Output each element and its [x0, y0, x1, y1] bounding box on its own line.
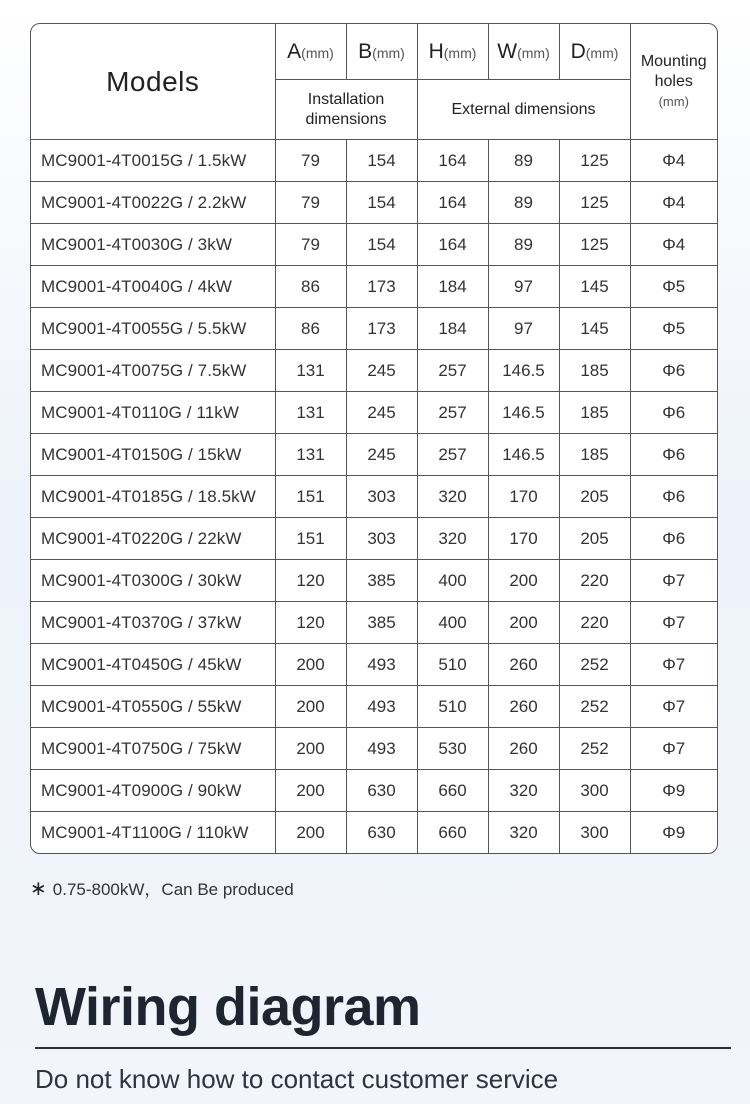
cell-a: 79	[275, 182, 346, 224]
cell-a: 131	[275, 392, 346, 434]
cell-a: 120	[275, 602, 346, 644]
col-d-header	[559, 24, 630, 80]
table-row	[31, 728, 717, 770]
col-a-header	[275, 24, 346, 80]
external-dimensions-header: External dimensions	[417, 80, 630, 140]
cell-w: 146.5	[488, 350, 559, 392]
models-header: Models	[31, 24, 275, 140]
cell-w: 260	[488, 686, 559, 728]
cell-w: 200	[488, 602, 559, 644]
cell-m: Φ9	[630, 770, 717, 812]
cell-model: MC9001-4T0185G / 18.5kW	[31, 476, 275, 518]
table-body	[31, 140, 717, 854]
cell-model: MC9001-4T0015G / 1.5kW	[31, 140, 275, 182]
cell-m: Φ7	[630, 728, 717, 770]
cell-d: 185	[559, 350, 630, 392]
cell-h: 164	[417, 182, 488, 224]
cell-model: MC9001-4T0110G / 11kW	[31, 392, 275, 434]
cell-a: 200	[275, 728, 346, 770]
cell-model: MC9001-4T0450G / 45kW	[31, 644, 275, 686]
cell-m: Φ9	[630, 812, 717, 854]
cell-h: 660	[417, 770, 488, 812]
cell-h: 400	[417, 602, 488, 644]
col-w-letter: W	[497, 39, 518, 63]
cell-b: 493	[346, 728, 417, 770]
asterisk-icon: ∗	[30, 878, 47, 900]
cell-a: 86	[275, 308, 346, 350]
cell-d: 125	[559, 224, 630, 266]
cell-b: 154	[346, 182, 417, 224]
section-divider	[35, 1047, 731, 1049]
table-row	[31, 140, 717, 182]
footnote	[30, 875, 294, 901]
cell-b: 303	[346, 476, 417, 518]
cell-model: MC9001-4T0150G / 15kW	[31, 434, 275, 476]
cell-b: 245	[346, 350, 417, 392]
cell-b: 173	[346, 266, 417, 308]
cell-a: 86	[275, 266, 346, 308]
col-a-letter: A	[287, 39, 302, 63]
cell-b: 630	[346, 812, 417, 854]
cell-m: Φ6	[630, 350, 717, 392]
cell-b: 385	[346, 560, 417, 602]
col-b-header	[346, 24, 417, 80]
col-d-letter: D	[570, 39, 586, 63]
cell-model: MC9001-4T0370G / 37kW	[31, 602, 275, 644]
table-row	[31, 770, 717, 812]
cell-w: 200	[488, 560, 559, 602]
cell-m: Φ5	[630, 308, 717, 350]
cell-h: 510	[417, 686, 488, 728]
cell-h: 660	[417, 812, 488, 854]
cell-m: Φ5	[630, 266, 717, 308]
cell-b: 154	[346, 140, 417, 182]
cell-m: Φ4	[630, 224, 717, 266]
table-row	[31, 308, 717, 350]
cell-b: 303	[346, 518, 417, 560]
cell-b: 493	[346, 644, 417, 686]
cell-h: 164	[417, 140, 488, 182]
cell-w: 260	[488, 728, 559, 770]
cell-a: 120	[275, 560, 346, 602]
cell-m: Φ4	[630, 140, 717, 182]
cell-a: 79	[275, 224, 346, 266]
mounting-holes-unit: (mm)	[658, 93, 689, 109]
cell-w: 146.5	[488, 392, 559, 434]
cell-w: 170	[488, 518, 559, 560]
cell-a: 151	[275, 518, 346, 560]
cell-model: MC9001-4T0075G / 7.5kW	[31, 350, 275, 392]
header-row-1	[31, 24, 717, 80]
cell-d: 300	[559, 812, 630, 854]
cell-d: 145	[559, 266, 630, 308]
installation-dimensions-header: Installation dimensions	[275, 80, 417, 140]
section-title: Wiring diagram	[35, 977, 421, 1037]
cell-a: 131	[275, 434, 346, 476]
col-b-letter: B	[358, 39, 373, 63]
table-row	[31, 644, 717, 686]
cell-a: 151	[275, 476, 346, 518]
cell-w: 89	[488, 140, 559, 182]
table-row	[31, 812, 717, 854]
cell-m: Φ6	[630, 476, 717, 518]
cell-w: 97	[488, 308, 559, 350]
cell-m: Φ6	[630, 518, 717, 560]
cell-d: 125	[559, 140, 630, 182]
cell-a: 200	[275, 686, 346, 728]
cell-b: 154	[346, 224, 417, 266]
cell-model: MC9001-4T0550G / 55kW	[31, 686, 275, 728]
cell-b: 173	[346, 308, 417, 350]
cell-b: 493	[346, 686, 417, 728]
table-row	[31, 602, 717, 644]
cell-d: 252	[559, 728, 630, 770]
cell-h: 320	[417, 518, 488, 560]
cell-model: MC9001-4T0040G / 4kW	[31, 266, 275, 308]
cell-m: Φ7	[630, 602, 717, 644]
cell-a: 79	[275, 140, 346, 182]
cell-m: Φ6	[630, 392, 717, 434]
cell-w: 260	[488, 644, 559, 686]
dimension-table	[30, 23, 718, 854]
cell-h: 184	[417, 266, 488, 308]
table-row	[31, 392, 717, 434]
cell-h: 257	[417, 392, 488, 434]
table-row	[31, 224, 717, 266]
cell-d: 252	[559, 644, 630, 686]
table-row	[31, 518, 717, 560]
cell-b: 245	[346, 434, 417, 476]
cell-h: 510	[417, 644, 488, 686]
mounting-holes-label: Mounting holes	[640, 52, 707, 90]
col-h-unit: (mm)	[443, 44, 477, 61]
table-row	[31, 560, 717, 602]
cell-model: MC9001-4T0030G / 3kW	[31, 224, 275, 266]
col-h-header	[417, 24, 488, 80]
cell-a: 200	[275, 770, 346, 812]
cell-m: Φ6	[630, 434, 717, 476]
table-row	[31, 182, 717, 224]
cell-m: Φ7	[630, 686, 717, 728]
cell-w: 320	[488, 812, 559, 854]
cell-d: 252	[559, 686, 630, 728]
cell-b: 245	[346, 392, 417, 434]
cell-d: 220	[559, 602, 630, 644]
col-a-unit: (mm)	[301, 44, 334, 61]
footnote-text: 0.75-800kW，Can Be produced	[52, 880, 294, 899]
col-w-unit: (mm)	[517, 44, 550, 61]
cell-h: 257	[417, 434, 488, 476]
mounting-holes-header	[630, 24, 717, 140]
cell-model: MC9001-4T1100G / 110kW	[31, 812, 275, 854]
cell-h: 164	[417, 224, 488, 266]
cell-d: 300	[559, 770, 630, 812]
cell-model: MC9001-4T0220G / 22kW	[31, 518, 275, 560]
cell-a: 200	[275, 644, 346, 686]
cell-h: 530	[417, 728, 488, 770]
section-subtitle: Do not know how to contact customer service	[35, 1064, 559, 1094]
col-d-unit: (mm)	[585, 44, 619, 61]
cell-d: 145	[559, 308, 630, 350]
cell-model: MC9001-4T0300G / 30kW	[31, 560, 275, 602]
table-row	[31, 266, 717, 308]
cell-w: 89	[488, 224, 559, 266]
cell-d: 205	[559, 476, 630, 518]
cell-m: Φ4	[630, 182, 717, 224]
cell-model: MC9001-4T0022G / 2.2kW	[31, 182, 275, 224]
cell-h: 184	[417, 308, 488, 350]
cell-model: MC9001-4T0055G / 5.5kW	[31, 308, 275, 350]
cell-w: 146.5	[488, 434, 559, 476]
cell-d: 185	[559, 434, 630, 476]
cell-model: MC9001-4T0900G / 90kW	[31, 770, 275, 812]
cell-h: 400	[417, 560, 488, 602]
table-row	[31, 476, 717, 518]
table-row	[31, 434, 717, 476]
cell-w: 89	[488, 182, 559, 224]
cell-d: 205	[559, 518, 630, 560]
cell-m: Φ7	[630, 644, 717, 686]
col-b-unit: (mm)	[372, 44, 405, 61]
cell-w: 170	[488, 476, 559, 518]
cell-d: 220	[559, 560, 630, 602]
table-row	[31, 686, 717, 728]
cell-d: 125	[559, 182, 630, 224]
cell-d: 185	[559, 392, 630, 434]
cell-b: 385	[346, 602, 417, 644]
cell-w: 97	[488, 266, 559, 308]
dimension-table-grid	[31, 24, 717, 853]
col-h-letter: H	[428, 39, 444, 63]
table-row	[31, 350, 717, 392]
cell-h: 320	[417, 476, 488, 518]
col-w-header	[488, 24, 559, 80]
cell-model: MC9001-4T0750G / 75kW	[31, 728, 275, 770]
cell-b: 630	[346, 770, 417, 812]
cell-w: 320	[488, 770, 559, 812]
cell-a: 131	[275, 350, 346, 392]
cell-a: 200	[275, 812, 346, 854]
cell-m: Φ7	[630, 560, 717, 602]
cell-h: 257	[417, 350, 488, 392]
